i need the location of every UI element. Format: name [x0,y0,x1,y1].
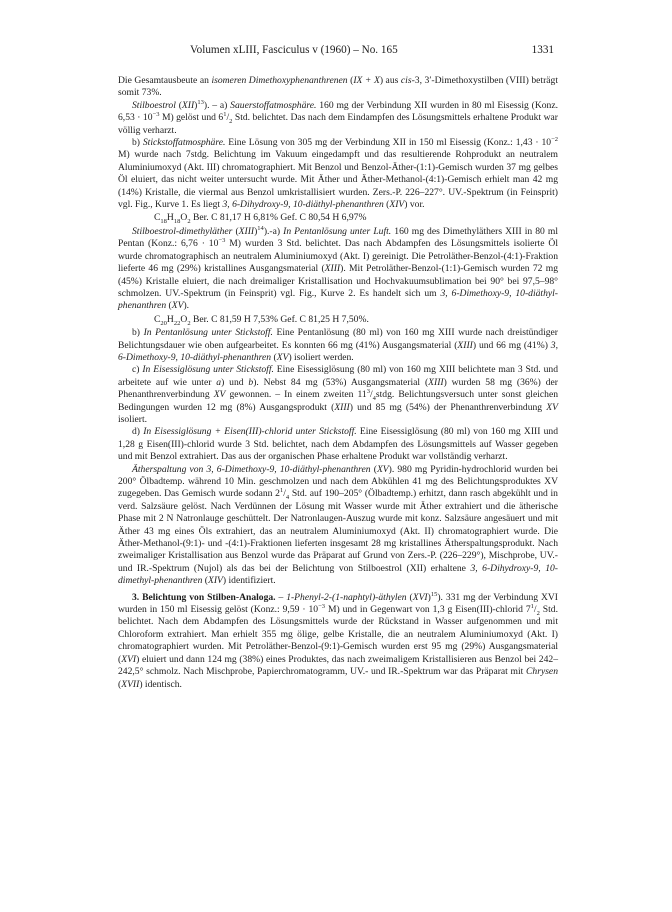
subscript: 18 [160,218,167,226]
text-run: ( [166,300,172,312]
italic-text: XV [376,463,389,475]
subscript: 18 [173,218,181,226]
italic-text: XVI [121,653,137,665]
text-run: b) [132,137,143,149]
paragraph [118,364,558,426]
text-run: ) identisch. [139,678,182,690]
italic-text: XV [213,389,226,401]
italic-text: XIII [334,401,350,413]
italic-text: XIII [457,339,473,351]
superscript: −2 [551,135,558,143]
text-run: isoliert. [118,413,148,425]
italic-text: XV [546,401,558,413]
subscript: 2 [187,218,191,226]
superscript: −3 [218,237,226,245]
italic-text: b [248,376,254,388]
text-run: ) [427,591,431,603]
italic-text: 3, 6-Dihydroxy-9, 10-diäthyl-phenanthren [222,199,384,211]
italic-text: Stickstoffatmosphäre. [142,137,226,149]
superscript: 3 [366,387,370,395]
subscript: 2 [229,118,233,126]
elemental-analysis [118,314,558,326]
text-run: b) [132,327,144,339]
text-run: ). 980 mg Pyridin-hydrochlorid wurden bei 200° Ölbadtemp. während 10 Min. geschmolzen und nach dem Abkühlen 41 mg des Belichtungsproduktes XV zugegeben. Das Gemisch wurde sodann 2 [118,463,559,500]
italic-text: a [216,376,222,388]
italic-text: XIV [207,575,223,587]
text-run: ). [183,300,190,312]
text-run: -3, 3′-Dimethoxystilben (VIII) beträgt somit 73%. [118,75,559,99]
text-run: O [180,313,188,325]
paragraph [118,426,558,463]
text-run: M) und in Gegenwart von 1,3 g Eisen(III)-chlorid 7 [325,604,531,616]
italic-text: Ätherspaltung von 3, 6-Dimethoxy-9, 10-diäthyl-phenanthren [132,463,371,475]
text-run: ( [347,75,354,86]
text-run: Std. belichtet. Das nach dem Eindampfen des Lösungsmittels erhaltene Produkt war völlig verharzt. [118,112,559,136]
text-run: C [154,313,161,325]
text-run: Eine Pentanlösung (80 ml) von 160 mg XIII wurde nach dreistündiger Belichtungsdauer wie oben aufgearbeitet. Es konnten 66 mg (41%) Ausgangsmaterial ( [118,327,558,351]
running-header [118,44,554,60]
text-run: Eine Lösung von 305 mg der Verbindung XII in 150 ml Eisessig (Konz.: 1,43 · 10 [225,137,552,149]
text-run: C [154,212,161,224]
text-run: ) wurden 58 mg (36%) der Phenanthrenverbindung [118,376,558,401]
text-run: O [180,212,188,224]
article-body [118,75,558,691]
text-run: ( [406,591,413,603]
italic-text: 3, 6-Dimethoxy-9, 10-diäthyl-phenanthren [118,287,558,312]
italic-text: XVII [121,678,140,690]
superscript: 15 [430,590,438,598]
text-run: ) [254,225,258,237]
italic-text: Stilboestrol-dimethyläther [132,225,233,237]
italic-text: Stilboestrol [132,99,176,111]
text-run: stdg. Belichtungsversuch unter sonst gleichen Bedingungen wurden 12 mg (8%) Ausgangsprodukt ( [118,389,558,413]
text-run: ). 331 mg der Verbindung XVI wurden in 150 ml Eisessig gelöst (Konz.: 9,59 · 10 [118,591,558,616]
text-run: ).-a) [263,225,284,237]
text-run: Eine Eisessiglösung (80 ml) von 160 mg XIII und 1,28 g Eisen(III)-chlorid wurde 3 Std. belichtet, nach dem Abdampfen des Lösungsmittels auf Wasser gegeben und mit Benzol extrahiert. Das aus der organischen Phase erhaltene Produkt war vollständig verharzt. [118,426,558,463]
text-run: ) und [221,376,249,388]
superscript: 14 [257,224,264,232]
text-run: H [166,212,174,224]
italic-text: cis [400,75,412,86]
text-run: ) identifiziert. [222,575,276,587]
text-run: 160 mg des Dimethyläthers XIII in 80 ml Pentan (Konz.: 6,76 · 10 [118,225,559,250]
text-run: ) aus [379,75,401,86]
text-run: Std. auf 190–205° (Ölbadtemp.) erhitzt, dann rasch abgekühlt und in verd. Salzsäure gelöst. Nach Verdünnen der Lösung mit Wasser wurde mit Äther extrahiert und die ätherische Phase mit 2 N Natronlauge geschüttelt. Der Natronlaugen-Auszug wurde mit konz. Salzsäure angesäuert und mit Äther 43 mg eines Öls extrahiert, das an neutralem Aluminiumoxyd (Akt. II) chromatographiert wurde. Die Äther-Methanol-(9:1)- und -(4:1)-Fraktionen lieferten insgesamt 28 mg kristallines Ätherspaltungsprodukt. Nach zweimaliger Kristallisation aus Benzol wurde das Präparat auf Grund von Zers.-P. (226–229°), Mischprobe, UV.- und IR.-Spektrum (Nujol) als das bei der Belichtung von Stilboestrol (XII) erhaltene [118,488,558,574]
journal-citation: Volumen xLIII, Fasciculus v (1960) – No. 165 [190,44,398,56]
italic-text: XIV [389,199,405,211]
paragraph [118,464,558,588]
text-run: M) gelöst und 6 [159,112,224,124]
italic-text: XIII [238,225,255,237]
italic-text: 3, 6-Dimethoxy-9, 10-diäthyl-phenanthren [118,339,558,363]
text-run: ( [271,351,277,363]
italic-text: 3, 6-Dihydroxy-9, 10-dimethyl-phenanthren [118,562,558,587]
text-run: ( [118,678,122,690]
italic-text: XVI [412,591,428,603]
subscript: 20 [160,319,167,327]
text-run: 160 mg der Verbindung XII wurden in 80 ml Eisessig (Konz. 6,53 · 10 [118,99,558,124]
text-run: Die Gesamtausbeute an [118,75,212,86]
italic-text: isomeren Dimethoxyphenanthrenen [211,75,348,86]
text-run: ( [383,199,390,211]
superscript: 13 [197,98,204,106]
text-run: ( [232,225,239,237]
text-run: / [369,389,373,401]
text-run: Eine Eisessiglösung (80 ml) von 160 mg XIII belichtete man 3 Std. und arbeitete auf wie unter [118,364,558,388]
superscript: −3 [152,111,160,119]
text-run: M) wurde nach 7stdg. Belichtung im Vakuum eingedampft und das resultierende Rohprodukt an neutralem Aluminiumoxyd (Akt. III) chromatographiert. Mit Benzol und Benzol-Äther-(1:1)-Gemisch wurden 37 mg gelbes Öl eluiert, das nicht weiter untersucht wurde. Mit Äther und Äther-Methanol-(4:1)-Gemisch erhielt man 42 mg (14%) Kristalle, die viermal aus Benzol umkristallisiert wurden. Zers.-P. 226–227°. UV.-Spektrum (in Feinsprit) vgl. Fig., Kurve 1. Es liegt [118,149,558,211]
page-number: 1331 [531,44,554,56]
text-run: / [533,604,537,616]
italic-text: XII [181,99,195,111]
text-run: ) eluiert und dann 124 mg (38%) eines Produktes, das nach zweimaligem Kristallisieren aus Benzol bei 242–242,5° schmolz. Nach Mischprobe, Papierchromatogramm, UV.- und IR.-Spektrum war das Präparat mit [118,653,558,678]
subscript: 2 [536,609,540,617]
bold-heading: 3. Belichtung von Stilben-Analoga. [132,591,276,603]
italic-text: IX + X [353,75,380,86]
text-run: ( [175,99,182,111]
italic-text: 1-Phenyl-2-(1-naphtyl)-äthylen [286,591,407,603]
text-run: Ber. C 81,17 H 6,81% Gef. C 80,54 H 6,97% [190,212,367,224]
italic-text: XIII [428,376,444,388]
subscript: 4 [372,395,376,403]
text-run: ) und 85 mg (54%) der Phenanthrenverbindung [349,401,547,413]
text-run: c) [132,364,143,376]
italic-text: In Pentanlösung unter Luft. [283,225,392,237]
text-run: ( [370,463,377,475]
text-run: ) und 66 mg (41%) [472,339,551,351]
text-run: / [226,112,230,124]
text-run: Std. belichtet. Nach dem Abdampfen des Lösungsmittels wurde der Rückstand in Wasser aufgenommen und mit Chloroform extrahiert. Man erhielt 355 mg ölige, gelbe Kristalle, die an neutralem Aluminiumoxyd (Akt. I) chromatographiert wurden. Mit Petroläther-Benzol-(9:1)-Gemisch wurden erst 95 mg (29%) Ausgangsmaterial ( [118,604,558,665]
text-run: ) isoliert werden. [288,351,354,363]
text-run: ). Mit Petroläther-Benzol-(1:1)-Gemisch wurden 72 mg (45%) Kristalle eluiert, die nach dreimaliger Kristallisation und Hochvakuumsublimation bei 90° bei 97,5–98° schmolzen. UV.-Spektrum (in Feinsprit) vgl. Fig., Kurve 2. Es handelt sich um [118,263,558,299]
elemental-analysis [118,212,558,224]
text-run: ) [194,99,198,111]
italic-text: In Pentanlösung unter Stickstoff. [143,327,273,339]
text-run: – [275,591,287,603]
superscript: 1 [223,111,227,119]
text-run: H [166,313,174,325]
superscript: 1 [530,602,534,610]
superscript: 1 [279,487,284,495]
paragraph [118,327,558,364]
paragraph [118,226,558,313]
subscript: 2 [187,319,191,327]
italic-text: XIII [324,263,341,275]
text-run: ) vor. [404,199,425,211]
text-run: d) [132,426,144,438]
italic-text: XV [171,300,184,312]
italic-text: In Eisessiglösung unter Stickstoff. [142,364,274,376]
subscript: 22 [173,319,181,327]
text-run: Ber. C 81,59 H 7,53% Gef. C 81,25 H 7,50%. [190,313,369,325]
subscript: 4 [285,494,290,502]
text-run: gewonnen. – In einem zweiten 11 [225,389,367,401]
italic-text: Sauerstoffatmosphäre. [230,99,317,111]
paragraph [118,137,558,211]
italic-text: In Eisessiglösung + Eisen(III)-chlorid unter Stickstoff. [143,426,357,438]
text-run: ( [202,575,208,587]
text-run: ). – a) [203,99,231,111]
italic-text: Chrysen [526,666,558,678]
paragraph [118,100,558,137]
text-run: / [283,488,286,500]
section-paragraph [118,592,558,691]
text-run: ). Nebst 84 mg (53%) Ausgangsmaterial ( [253,376,429,388]
italic-text: XV [276,351,289,363]
superscript: −3 [318,602,326,610]
paragraph [118,75,558,100]
text-run: M) wurden 3 Std. belichtet. Das nach Abdampfen des Lösungsmittels isolierte Öl wurde chromatographisch an neutralem Aluminiumoxyd (Akt. I) gereinigt. Die Petroläther-Benzol-(4:1)-Fraktion lieferte 46 mg (29%) kristallines Ausgangsmaterial ( [118,238,558,275]
